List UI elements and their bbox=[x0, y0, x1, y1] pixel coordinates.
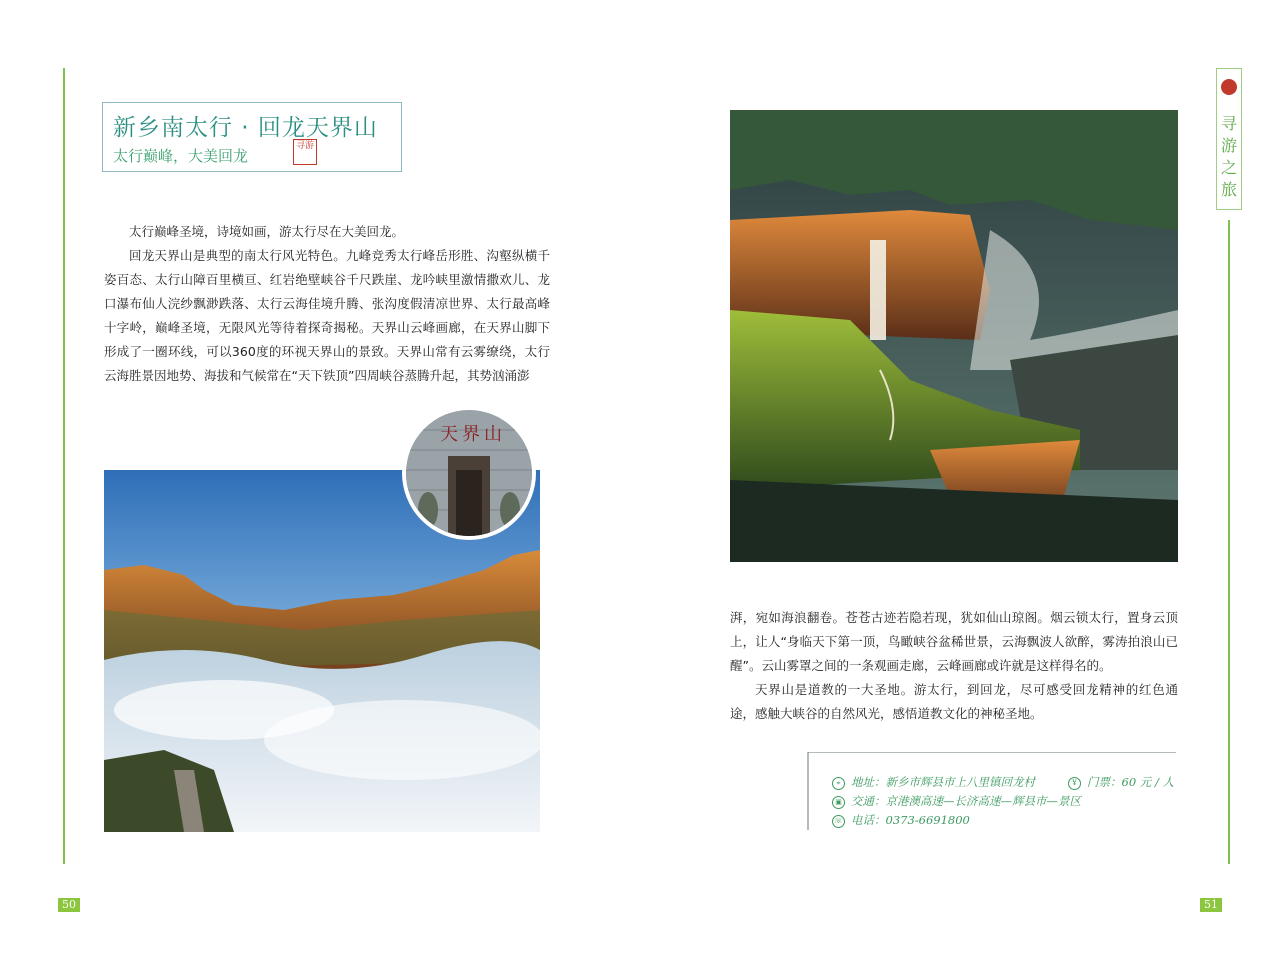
phone-text: 电话：0373-6691800 bbox=[851, 813, 970, 827]
phone-icon: ☏ bbox=[832, 815, 845, 828]
left-body-text bbox=[104, 220, 550, 388]
paragraph: 天界山是道教的一大圣地。游太行，到回龙，尽可感受回龙精神的红色通途，感触大峡谷的自然风光，感悟道教文化的神秘圣地。 bbox=[730, 682, 1178, 721]
gate-sign: 天界山 bbox=[440, 424, 506, 445]
transport-row bbox=[832, 793, 1081, 809]
visitor-info-box bbox=[806, 752, 1178, 830]
left-margin-line bbox=[63, 68, 65, 864]
seal-icon bbox=[1221, 79, 1237, 95]
section-side-tab bbox=[1216, 68, 1242, 210]
right-body-text bbox=[730, 606, 1178, 726]
paragraph: 湃，宛如海浪翻卷。苍苍古迹若隐若现，犹如仙山琼阁。烟云锁太行，置身云顶上，让人“身临天下第一顶，鸟瞰峡谷盆稀世景，云海飘波人欲醉，雾涛拍浪山已醒”。云山雾罩之间的一条观画走廊，云峰画廊或许就是这样得名的。 bbox=[730, 610, 1178, 673]
ticket-text: 门票：60 元 / 人 bbox=[1087, 775, 1174, 789]
cliff-waterfall-photo bbox=[730, 110, 1178, 562]
page-number-left: 50 bbox=[58, 898, 80, 912]
transport-text: 交通：京港澳高速—长济高速—辉县市—景区 bbox=[851, 794, 1081, 808]
address-row bbox=[832, 774, 1035, 790]
ticket-row bbox=[1068, 774, 1174, 790]
ticket-price-icon: ¥ bbox=[1068, 777, 1081, 790]
red-stamp: 寻游 bbox=[293, 139, 317, 165]
right-margin-line bbox=[1228, 220, 1230, 864]
page-title: 新乡南太行 · 回龙天界山 bbox=[113, 115, 378, 141]
location-pin-icon: ⌖ bbox=[832, 777, 845, 790]
phone-row bbox=[832, 812, 970, 828]
section-label: 寻游之旅 bbox=[1220, 114, 1237, 199]
page-subtitle: 太行巅峰，大美回龙 bbox=[113, 147, 249, 165]
paragraph: 回龙天界山是典型的南太行风光特色。九峰竞秀太行峰岳形胜、沟壑纵横千姿百态、太行山障百里横亘、红岩绝壁峡谷千尺跌崖、龙吟峡里激情撒欢儿、龙口瀑布仙人浣纱飘渺跌落、太行云海佳境升腾、张沟度假清凉世界、太行最高峰十字岭，巅峰圣境，无限风光等待着探奇揭秘。天界山云峰画廊，在天界山脚下形成了一圈环线，可以360度的环视天界山的景致。天界山常有云雾缭绕，太行云海胜景因地势、海拔和气候常在“天下铁顶”四周峡谷蒸腾升起，其势汹涌澎 bbox=[104, 248, 550, 383]
page-number-right: 51 bbox=[1200, 898, 1222, 912]
paragraph: 太行巅峰圣境，诗境如画，游太行尽在大美回龙。 bbox=[129, 224, 405, 239]
title-box bbox=[102, 102, 402, 172]
cliff-waterfall-illustration bbox=[730, 110, 1178, 562]
address-text: 地址：新乡市辉县市上八里镇回龙村 bbox=[851, 775, 1035, 789]
temple-gate-circle-photo bbox=[402, 406, 536, 540]
bus-icon: ▣ bbox=[832, 796, 845, 809]
